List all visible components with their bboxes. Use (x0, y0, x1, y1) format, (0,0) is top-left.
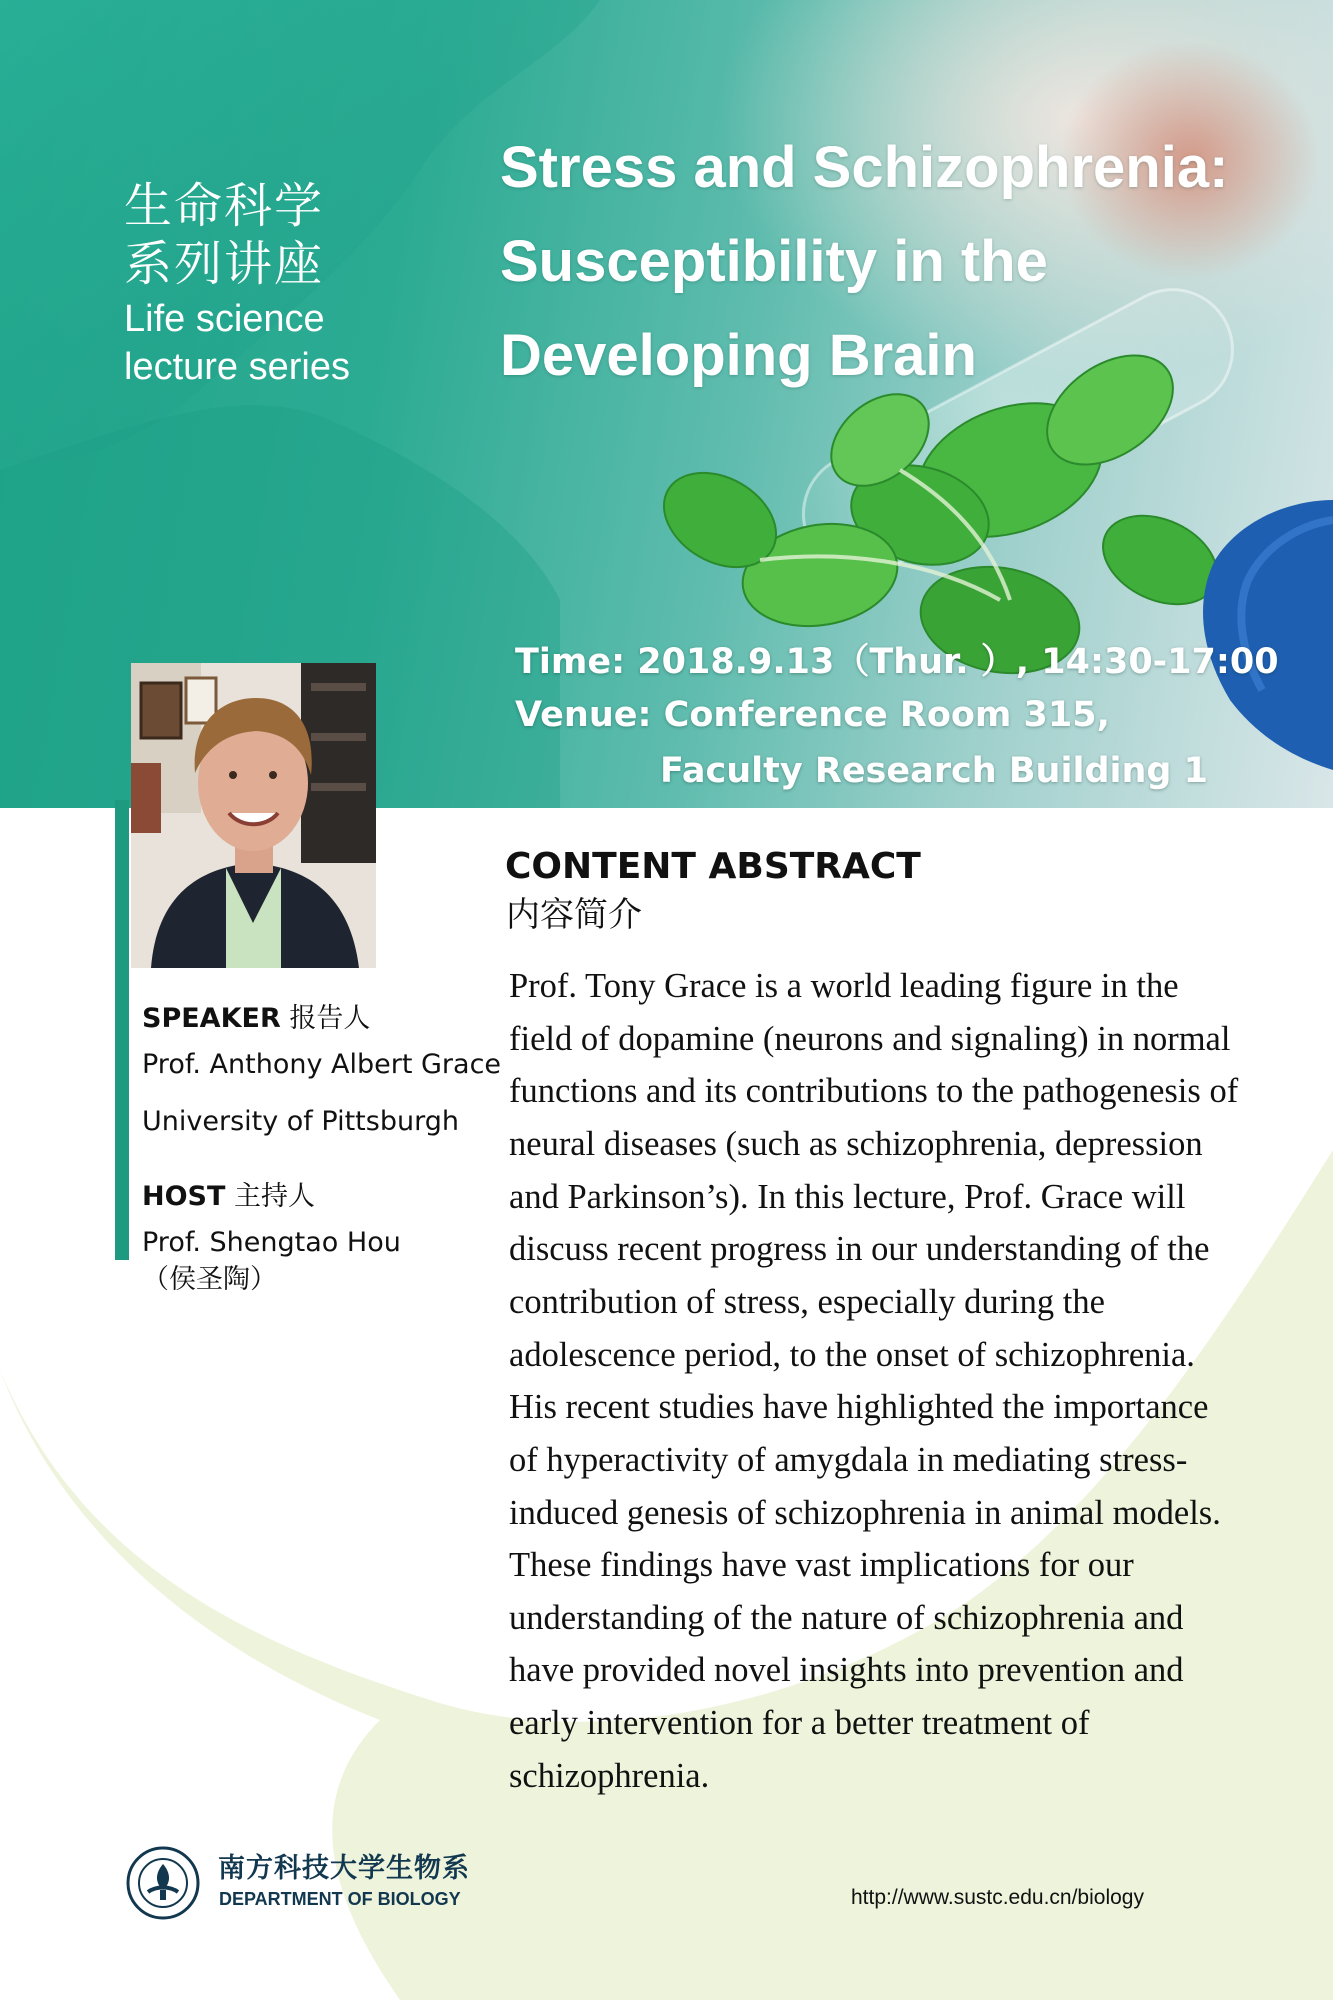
abstract-line: field of dopamine (neurons and signaling) in normal (509, 1020, 1231, 1058)
abstract-line: adolescence period, to the onset of schizophrenia. (509, 1336, 1195, 1374)
lecture-title-line2: Susceptibility in the (500, 229, 1048, 294)
abstract-line: of hyperactivity of amygdala in mediating stress- (509, 1441, 1188, 1479)
abstract-line: functions and its contributions to the pathogenesis of (509, 1072, 1239, 1110)
abstract-line: understanding of the nature of schizophrenia and (509, 1599, 1184, 1637)
series-title-en-line1: Life science (124, 298, 325, 340)
host-heading (142, 1183, 315, 1210)
series-title-cn-line1: 生命科学 (124, 178, 325, 234)
lecture-title-line1: Stress and Schizophrenia: (500, 135, 1229, 200)
event-time: Time: 2018.9.13（Thur. ）, 14:30-17:00 (515, 642, 1279, 682)
host-name: Prof. Shengtao Hou (142, 1227, 401, 1258)
host-name-cn: （侯圣陶） (142, 1264, 277, 1295)
abstract-line: schizophrenia. (509, 1757, 710, 1795)
host-label-cn: 主持人 (234, 1181, 316, 1212)
abstract-line: contribution of stress, especially during the (509, 1283, 1105, 1321)
abstract-line: induced genesis of schizophrenia in animal models. (509, 1494, 1221, 1532)
department-url[interactable]: http://www.sustc.edu.cn/biology (851, 1886, 1144, 1909)
abstract-line: These findings have vast implications for our (509, 1546, 1134, 1584)
department-name-en: DEPARTMENT OF BIOLOGY (219, 1889, 461, 1909)
abstract-line: His recent studies have highlighted the importance (509, 1388, 1209, 1426)
event-venue-line1: Venue: Conference Room 315, (515, 695, 1110, 735)
series-title-cn-line2: 系列讲座 (124, 236, 325, 292)
abstract-line: and Parkinson’s). In this lecture, Prof. Grace will (509, 1178, 1186, 1216)
accent-bar (115, 800, 129, 1260)
university-seal-logo (126, 1846, 200, 1920)
abstract-heading: CONTENT ABSTRACT (505, 846, 921, 887)
abstract-line: Prof. Tony Grace is a world leading figure in the (509, 967, 1179, 1005)
lecture-title-line3: Developing Brain (500, 323, 977, 388)
speaker-heading (142, 1005, 370, 1032)
abstract-heading-cn: 内容简介 (506, 895, 642, 935)
speaker-label-cn: 报告人 (289, 1003, 371, 1034)
event-venue-line2: Faculty Research Building 1 (660, 751, 1209, 791)
department-name-cn: 南方科技大学生物系 (218, 1853, 470, 1884)
speaker-name: Prof. Anthony Albert Grace (142, 1049, 502, 1080)
abstract-line: early intervention for a better treatment of (509, 1704, 1090, 1742)
speaker-label: SPEAKER (142, 1003, 281, 1034)
speaker-affiliation: University of Pittsburgh (142, 1106, 459, 1137)
series-title-en-line2: lecture series (124, 346, 350, 388)
abstract-line: have provided novel insights into prevention and (509, 1651, 1184, 1689)
speaker-photo (131, 663, 376, 968)
host-label: HOST (142, 1181, 226, 1212)
abstract-line: discuss recent progress in our understanding of the (509, 1230, 1210, 1268)
abstract-line: neural diseases (such as schizophrenia, depression (509, 1125, 1203, 1163)
